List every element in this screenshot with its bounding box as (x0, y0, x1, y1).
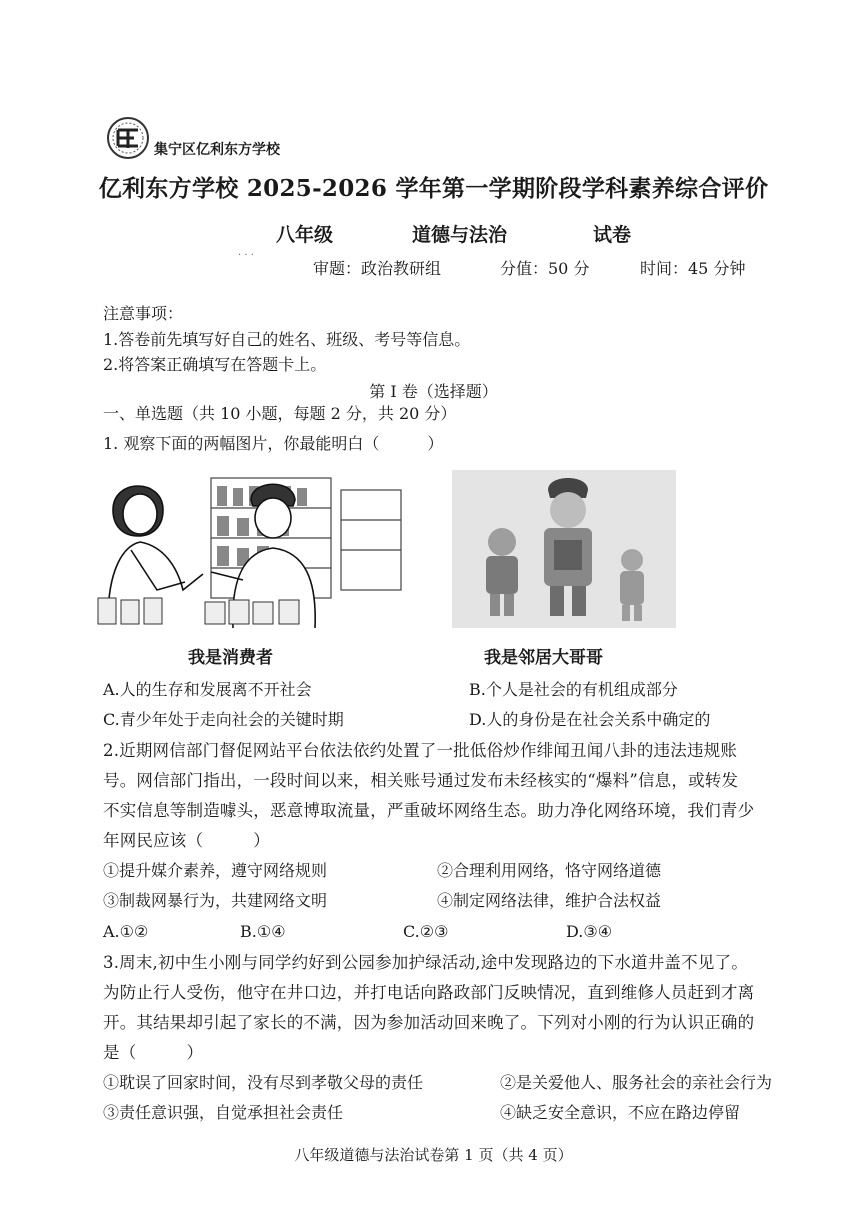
q3-line: 是（ ） (103, 1043, 204, 1062)
paper-type-label: 试卷 (593, 224, 632, 246)
q2-line: 不实信息等制造噱头，恶意博取流量，严重破坏网络生态。助力净化网络环境，我们青少 (103, 801, 755, 820)
consumer-illustration (93, 470, 411, 628)
q3-line: 3.周末,初中生小刚与同学约好到公园参加护绿活动,途中发现路边的下水道井盖不见了。 (103, 953, 748, 972)
q3-statement-4: ④缺乏安全意识，不应在路边停留 (500, 1103, 741, 1122)
q2-option-b: B.①④ (240, 922, 286, 941)
q2-line: 年网民应该（ ） (103, 831, 270, 850)
q1-option-b: B.个人是社会的有机组成部分 (469, 680, 678, 699)
q2-statement-3: ③制裁网暴行为，共建网络文明 (103, 891, 328, 910)
page-footer: 八年级道德与法治试卷第 1 页（共 4 页） (294, 1146, 573, 1164)
q1-option-c: C.青少年处于走向社会的关键时期 (103, 710, 344, 729)
scan-dots: · · · (238, 250, 254, 261)
q2-statement-2: ②合理利用网络，恪守网络道德 (437, 861, 662, 880)
q2-statement-4: ④制定网络法律，维护合法权益 (437, 891, 662, 910)
neighbor-photo (452, 470, 676, 628)
question-2-stem (103, 736, 823, 856)
subject-label: 道德与法治 (412, 224, 508, 246)
q1-option-d: D.人的身份是在社会关系中确定的 (469, 710, 711, 729)
q3-statement-1: ①耽误了回家时间，没有尽到孝敬父母的责任 (103, 1073, 424, 1092)
q2-line: 2.近期网信部门督促网站平台依法依约处置了一批低俗炒作绯闻丑闻八卦的违法违规账 (103, 741, 738, 760)
q2-statement-1: ①提升媒介素养，遵守网络规则 (103, 861, 328, 880)
q1-option-a: A.人的生存和发展离不开社会 (103, 680, 312, 699)
q3-statement-2: ②是关爱他人、服务社会的亲社会行为 (500, 1073, 773, 1092)
q3-line: 为防止行人受伤，他守在井口边，并打电话向路政部门反映情况，直到维修人员赶到才离 (103, 983, 755, 1002)
section-heading: 一、单选题（共 10 小题，每题 2 分，共 20 分） (103, 404, 457, 423)
time-label: 时间：45 分钟 (640, 259, 746, 278)
part-title: 第 I 卷（选择题） (369, 382, 498, 401)
school-logo-text: 集宁区亿利东方学校 (154, 142, 280, 158)
note-item-1: 1.答卷前先填写好自己的姓名、班级、考号等信息。 (103, 330, 471, 349)
q2-option-d: D.③④ (566, 922, 613, 941)
school-logo-icon (106, 116, 150, 160)
question-3-stem (103, 948, 823, 1068)
q3-line: 开。其结果却引起了家长的不满，因为参加活动回来晚了。下列对小刚的行为认识正确的 (103, 1013, 755, 1032)
q2-line: 号。网信部门指出，一段时间以来，相关账号通过发布未经核实的“爆料”信息，或转发 (103, 771, 739, 790)
note-item-2: 2.将答案正确填写在答题卡上。 (103, 355, 327, 374)
exam-title: 亿利东方学校 2025-2026 学年第一学期阶段学科素养综合评价 (98, 175, 769, 202)
q3-statement-3: ③责任意识强，自觉承担社会责任 (103, 1103, 344, 1122)
q2-option-a: A.①② (103, 922, 149, 941)
notes-heading: 注意事项： (103, 304, 184, 323)
question-1-stem: 1. 观察下面的两幅图片，你最能明白（ ） (103, 434, 444, 453)
reviewer-label: 审题：政治教研组 (313, 259, 442, 278)
caption-neighbor: 我是邻居大哥哥 (484, 648, 603, 668)
grade-label: 八年级 (276, 224, 334, 246)
q2-option-c: C.②③ (403, 922, 449, 941)
score-label: 分值：50 分 (500, 259, 590, 278)
caption-consumer: 我是消费者 (188, 648, 273, 668)
